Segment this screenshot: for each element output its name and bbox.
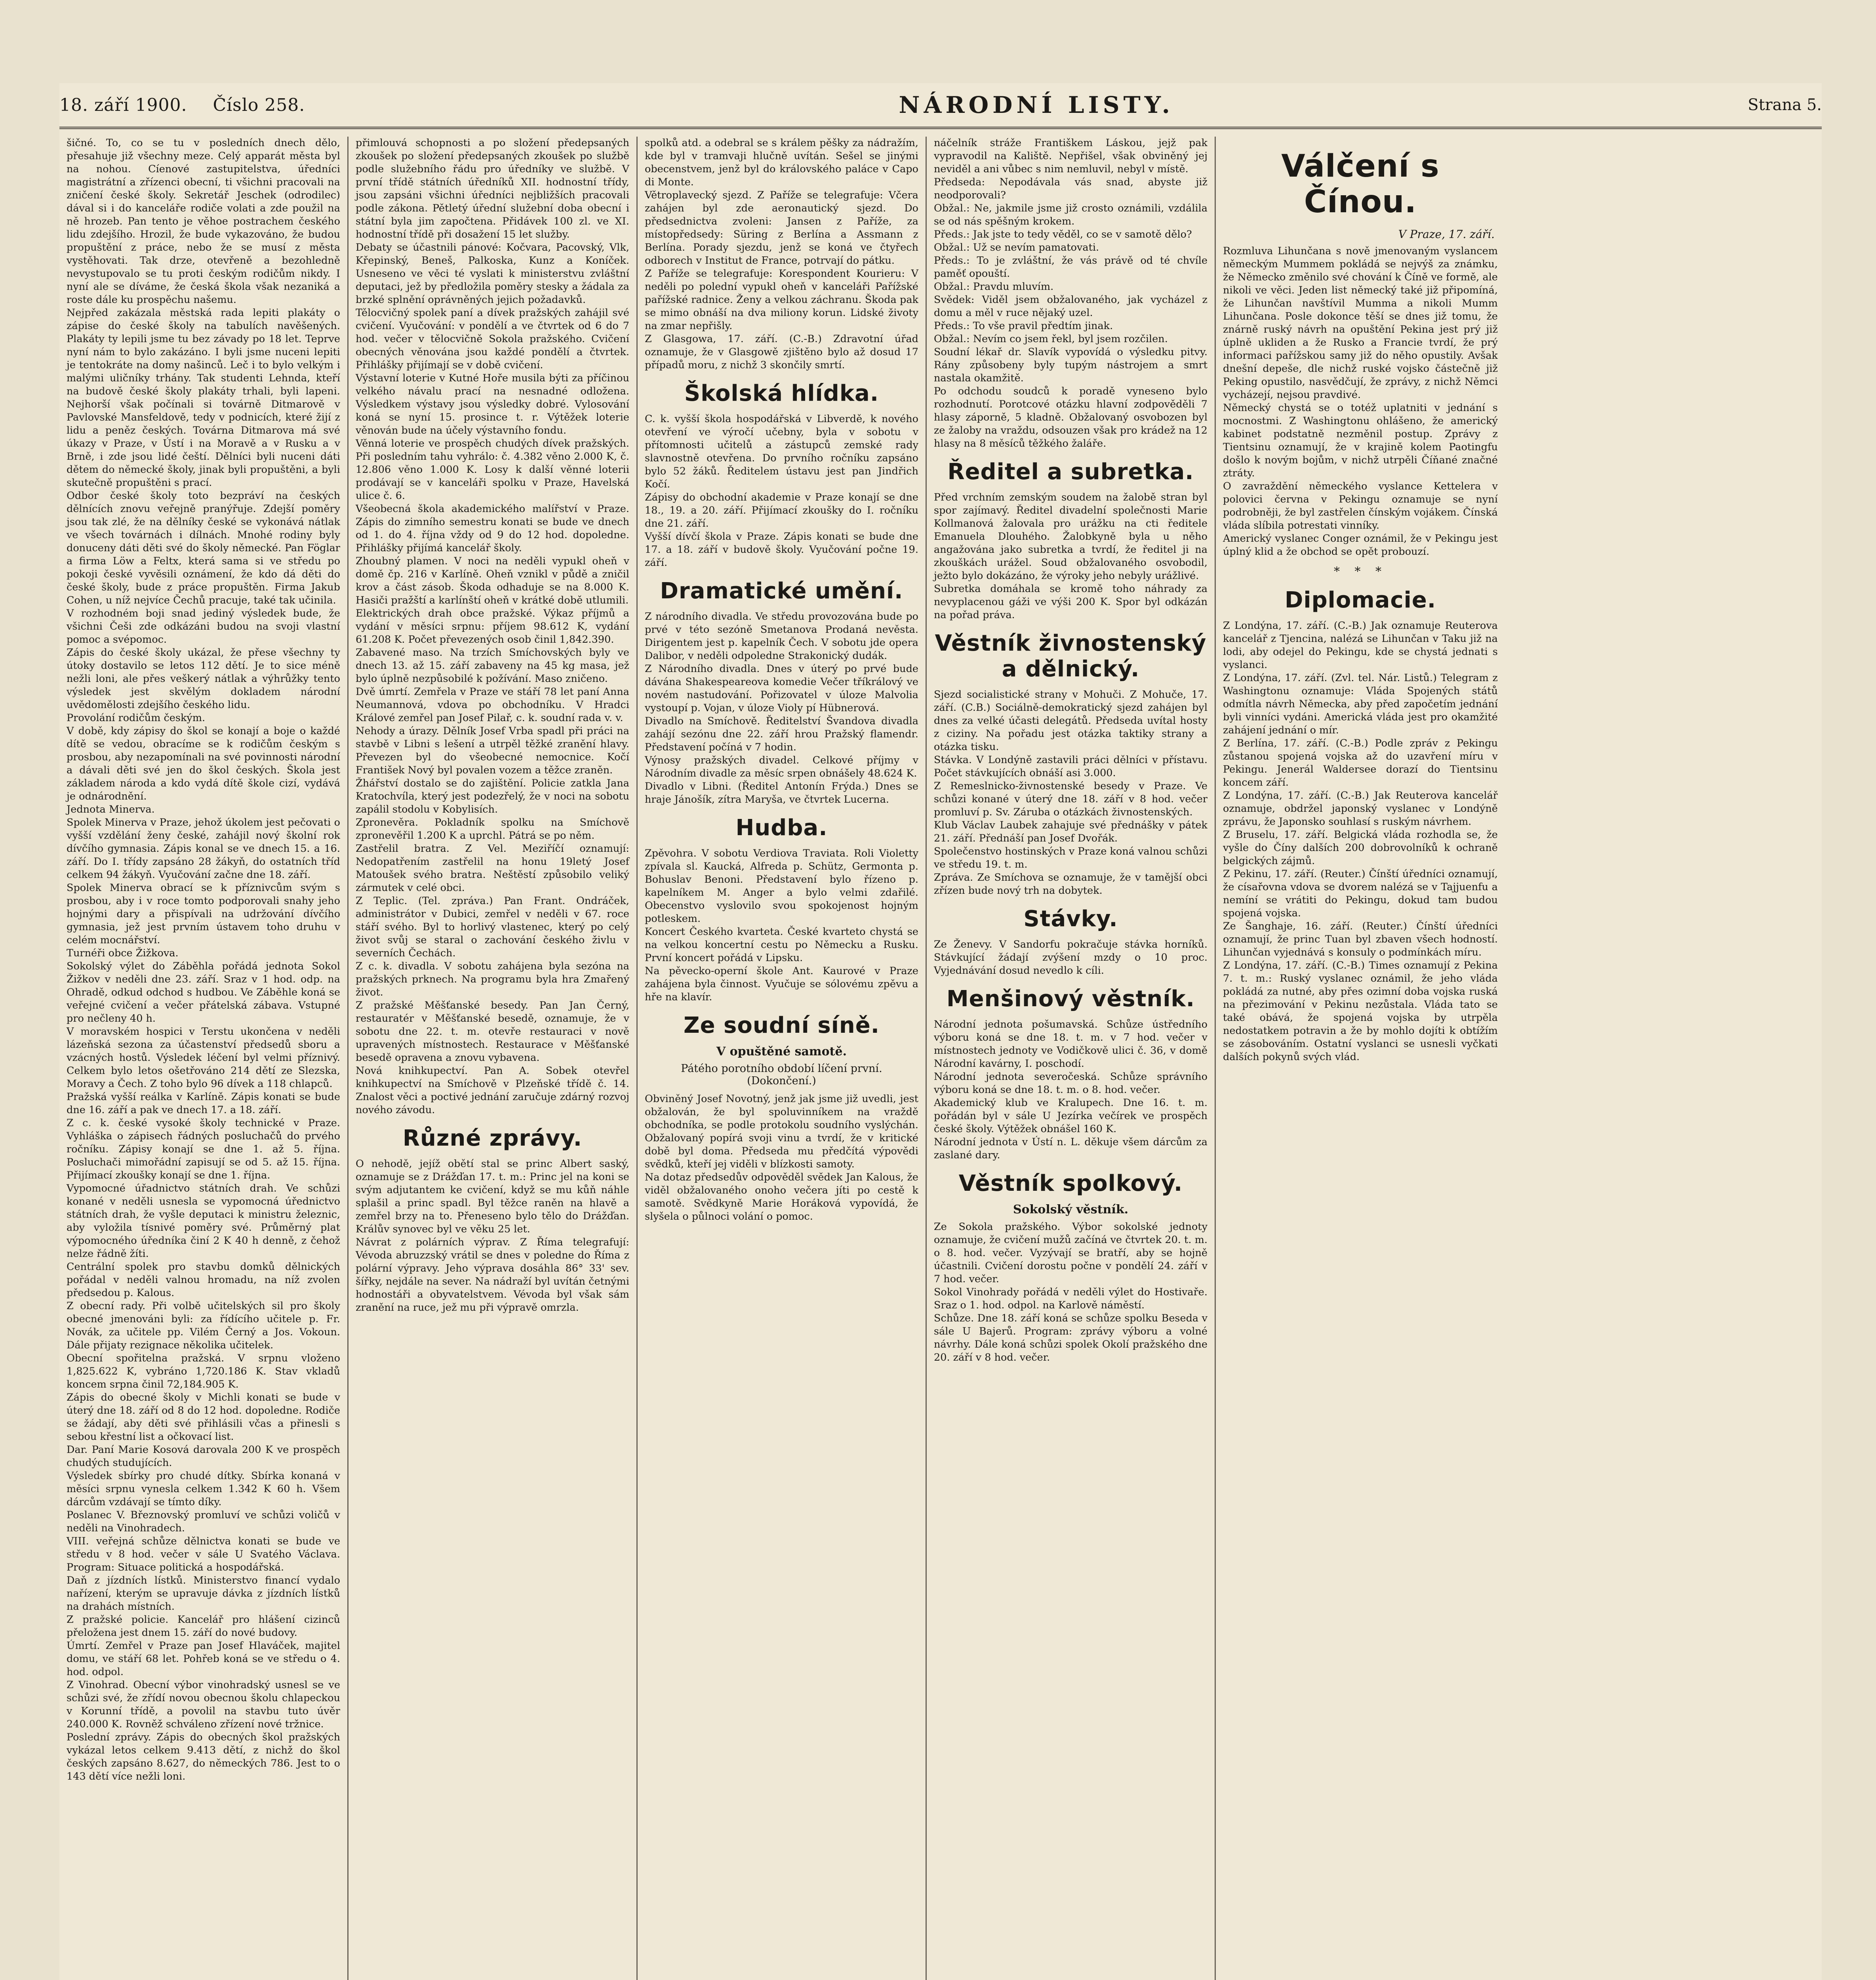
- issue-number: Číslo 258.: [213, 95, 305, 115]
- section-heading-spolkovy: Věstník spolkový.: [958, 1171, 1183, 1196]
- column-4: [927, 137, 1216, 1980]
- column-4-text: náčelník stráže Františkem Láskou, jejž pak vypravodil na Kaliště. Nepřišel, však obviněný jej neviděl a ani vůbec s nim nemluvil, nebyl v místě. Předseda: Nepodávala vás snad, abyste již neodporovali? Obžal.: Ne, jakmile jsme již crosto oznámili, vzdálila se od nás spěšným krokem. Předs.: Jak jste to tedy věděl, co se v samotě dělo? Obžal.: Už se nevím pamatovati. Předs.: To je zvláštní, že vás právě od té chvíle paměť opouští. Obžal.: Pravdu mluvím. Svědek: Viděl jsem obžalovaného, jak vycházel z domu a měl v ruce nějaký uzel. Předs.: To vše pravil předtím jinak. Obžal.: Nevím co jsem řekl, byl jsem rozčilen. Soudní lékař dr. Slavík vypovídá o výsledku pitvy. Rány způsobeny byly tupým nástrojem a smrt nastala okamžitě. Po odchodu soudců k poradě vyneseno bylo rozhodnutí. Porotcové otázku hlavní zodpověděli 7 hlasy záporně, 5 kladně. Obžalovaný osvobozen byl ze žaloby na vraždu, odsouzen však pro krádež na 12 hlasy na 8 měsíců těžkého žaláře.: [934, 137, 1207, 449]
- column-1-text: šičné. To, co se tu v posledních dnech dělo, přesahuje již všechny meze. Celý apparát města byl na nohou. Cíenové zastupitelstva, úředníci magistrátní a zřízenci obecní, ti všichni pracovali na zničení české školy. Sekretář Jeschek (odrodilec) dával si i do kanceláře rodiče volati a zde použil na ně hrozeb. Pan tento je věhoe postrachem českého lidu zdejšího. Hrozil, že bude vykazováno, že budou propuštění z práce, nebo že se musí z města vystěhovati. Tak drze, otevřeně a bezohledně nevystupovalo se tu proti českým rodičům nikdy. I nyní ale se díváme, že česká škola však nezaniká a roste dále ku prospěchu našemu. Nejpřed zakázala městská rada lepiti plakáty o zápise do české školy na tabulích navěšených. Plakáty ty lepili jsme tu bez závady po 18 let. Teprve nyní nám to bylo zakázáno. I byli jsme nuceni lepiti je tentokráte na domy našinců. Leč i to bylo velkým i malými uličníky trhány. Tak studenti Lehnda, kteří na budově české školy plakáty trhali, byli lapeni. Nejhorší však počínali si továrně Ditmarově v Pavlovské Mansfeldově, tedy v podnicích, které žijí z lidu a peněz českých. Továrna Ditmarova má své úkazy v Praze, v Ústí i na Moravě a v Rusku a v Brně, i zde jsou lidé čeští. Dělníci byli nuceni dáti dětem do německé školy, jinak byli propuštěni, a byli skutečně propuštěni s prací. Odbor české školy toto bezpráví na českých dělnících znovu veřejně pranýřuje. Zdejší poměry jsou tak zlé, že na dělníky české se vykonává nátlak ve všech továrnách i dílnách. Mnohé rodiny byly donuceny dáti děti své do školy německé. Pan Föglar a firma Löw a Feltx, která sama si ve středu po pokoji české vyvěsili oznámení, že kdo dá děti do české školy, bude z práce propuštěn. Firma Jakub Cohen, u níž nejvíce Čechů pracuje, také tak učinila. V rozhodném boji snad jediný výsledek bude, že všichni Češi zde odkázáni budou na svoji vlastní pomoc a svépomoc. Zápis do české školy ukázal, že přese všechny ty útoky dostavilo se letos 112 dětí. Je to sice méně nežli loni, ale přes veškerý nátlak a výhrůžky tento výsledek jest skvělým dokladem národní uvědomělosti zdejšího českého lidu. Provolání rodičům českým. V době, kdy zápisy do škol se konají a boje o každé dítě se vedou, obracíme se k rodičům českým s prosbou, aby nezapomínali na své povinnosti národní a dávali děti své jen do škol českých. Škola jest základem národa a kdo vydá dítě škole cizí, vydává je odnárodnění. Jednota Minerva. Spolek Minerva v Praze, jehož úkolem jest pečovati o vyšší vzdělání ženy české, zahájil nový školní rok dívčího gymnasia. Zápis konal se ve dnech 15. a 16. září. Do I. třídy zapsáno 28 žákyň, do ostatních tříd celkem 94 žákyň. Vyučování začne dne 18. září. Spolek Minerva obrací se k příznivcům svým s prosbou, aby i v roce tomto podporovali snahy jeho hojnými dary a přispívali na udržování dívčího gymnasia, jež jest prvním ústavem toho druhu v celém mocnářství. Turnéři obce Žižkova. Sokolský výlet do Záběhla pořádá jednota Sokol Žižkov v neděli dne 23. září. Sraz v 1 hod. odp. na Ohradě, odkud odchod s hudbou. Ve Záběhle koná se veřejné cvičení a večer přátelská zábava. Vstupné pro nečleny 40 h. V moravském hospici v Terstu ukončena v neděli lázeňská sezona za účastenství předsedů sboru a vzácných hostů. Výsledek léčení byl velmi příznivý. Celkem bylo letos ošetřováno 214 dětí ze Slezska, Moravy a Čech. Z toho bylo 96 dívek a 118 chlapců. Pražská vyšší reálka v Karlíně. Zápis konati se bude dne 16. září a pak ve dnech 17. a 18. září. Z c. k. české vysoké školy technické v Praze. Vyhláška o zápisech řádných posluchačů do prvého ročníku. Zápisy konají se dne 1. až 5. října. Posluchači mimořádní zapisují se od 5. až 15. října. Přijímací zkoušky konají se dne 1. října. Vypomocné úřadnictvo státních drah. Ve schůzi konané v neděli usnesla se vypomocná úřednictvo státních drah, že vyšle deputaci k ministru železnic, aby vyložila tísnivé poměry své. Průměrný plat výpomocného úředníka činí 2 K 40 h denně, z čehož nelze řádně žíti. Centrální spolek pro stavbu domků dělnických pořádal v neděli valnou hromadu, na níž zvolen předsedou p. Kalous. Z obecní rady. Při volbě učitelských sil pro školy obecné jmenováni byli: za řídícího učitele p. Fr. Novák, za učitele pp. Vilém Černý a Jos. Vokoun. Dále přijaty rezignace několika učitelek. Obecní spořitelna pražská. V srpnu vloženo 1,825.622 K, vybráno 1,720.186 K. Stav vkladů koncem srpna činil 72,184.905 K. Zápis do obecné školy v Michli konati se bude v úterý dne 18. září od 8 do 12 hod. dopoledne. Rodiče se žádají, aby děti své přihlásili včas a přinesli s sebou křestní list a očkovací list. Dar. Paní Marie Kosová darovala 200 K ve prospěch chudých studujících. Výsledek sbírky pro chudé dítky. Sbírka konaná v měsíci srpnu vynesla celkem 1.342 K 60 h. Všem dárcům vzdávají se tímto díky. Poslanec V. Březnovský promluví ve schůzi voličů v neděli na Vinohradech. VIII. veřejná schůze dělnictva konati se bude ve středu v 8 hod. večer v sále U Svatého Václava. Program: Situace politická a hospodářská. Daň z jízdních lístků. Ministerstvo financí vydalo nařízení, kterým se upravuje dávka z jízdních lístků na drahách místních. Z pražské policie. Kancelář pro hlášení cizinců přeložena jest dnem 15. září do nové budovy. Úmrtí. Zemřel v Praze pan Josef Hlaváček, majitel domu, ve stáří 68 let. Pohřeb koná se ve středu o 4. hod. odpol. Z Vinohrad. Obecní výbor vinohradský usnesl se ve schůzi své, že zřídí novou obecnou školu chlapeckou v Korunní třídě, a povolil na stavbu tuto úvěr 240.000 K. Rovněž schváleno zřízení nové tržnice. Poslední zprávy. Zápis do obecných škol pražských vykázal letos celkem 9.413 dětí, z nichž do škol českých zapsáno 8.627, do německých 786. Jest to o 143 dětí více nežli loni.: [67, 137, 340, 1782]
- section-heading-hudba: Hudba.: [735, 815, 828, 841]
- issue-date: 18. září 1900.: [59, 95, 187, 115]
- section-text-soudni: Obviněný Josef Novotný, jenž jak jsme již uvedli, jest obžalován, že byl spoluvinníkem na vraždě obchodníka, se podle protokolu soudního vyslýchán. Obžalovaný popírá svoji vinu a tvrdí, že v kritické době byl doma. Předseda mu předčítá výpovědi svědků, kteří jej viděli v blízkosti samoty. Na dotaz předsedův odpověděl svědek Jan Kalous, že viděl obžalovaného onoho večera jíti po cestě k samotě. Svědkyně Marie Horáková vypovídá, že slyšela o půlnoci volání o pomoc.: [645, 1093, 918, 1222]
- section-text-diplomacie: Z Londýna, 17. září. (C.-B.) Jak oznamuje Reuterova kancelář z Tjencina, nalézá se Lihunčan v Taku již na lodi, aby odejel do Pekingu, kde se chystá jednati s vyslanci. Z Londýna, 17. září. (Zvl. tel. Nár. Listů.) Telegram z Washingtonu oznamuje: Vláda Spojených států odmítla návrh Německa, aby před započetím jednání byli vinníci vydáni. Americká vláda jest pro okamžité zahájení jednání o mír. Z Berlína, 17. září. (C.-B.) Podle zpráv z Pekingu zůstanou spojená vojska až do uzavření míru v Pekingu. Jenerál Waldersee dorazí do Tientsinu koncem září. Z Londýna, 17. září. (C.-B.) Jak Reuterova kancelář oznamuje, obdržel japonský vyslanec v Londýně zprávu, že Japonsko souhlasí s ruským návrhem. Z Bruselu, 17. září. Belgická vláda rozhodla se, že vyšle do Číny dalších 200 dobrovolníků k ochraně belgických zájmů. Z Pekinu, 17. září. (Reuter.) Čínští úředníci oznamují, že císařovna vdova se dvorem nalézá se v Tajjuenfu a nemíní se vrátiti do Pekingu, dokud tam budou spojená vojska. Ze Šanghaje, 16. září. (Reuter.) Čínští úředníci oznamují, že princ Tuan byl zbaven všech hodností. Lihunčan vyjednává s konsuly o podmínkách míru. Z Londýna, 17. září. (C.-B.) Times oznamují z Pekina 7. t. m.: Ruský vyslanec oznámil, že jeho vláda pokládá za nutné, aby přes ozimní doba vojska ruská na přezimování v Pekinu nezůstala. Vláda tato se také obává, že spojená vojska by utrpěla nedostatkem potravin a že by mohlo dojíti k obtížím se zásobováním. Ostatní vyslanci se usnesli vyčkati dalších pokynů svých vlád.: [1223, 620, 1498, 1063]
- court-subheading-2: Pátého porotního období líčení první. (Dokončení.): [681, 1062, 882, 1087]
- section-heading-stavky: Stávky.: [1023, 906, 1118, 932]
- page-number: Strana 5.: [1748, 96, 1822, 114]
- section-text-dramaticke: Z národního divadla. Ve středu provozována bude po prvé v této sezóně Smetanova Prodaná nevěsta. Dirigentem jest p. kapelník Čech. V sobotu jde opera Dalibor, v neděli odpoledne Strakonický dudák. Z Národního divadla. Dnes v úterý po prvé bude dávána Shakespeareova komedie Večer tříkrálový ve novém nastudování. Pořizovatel v úloze Malvolia vystoupí p. Vojan, v úloze Violy pí Hübnerová. Divadlo na Smíchově. Ředitelství Švandova divadla zahájí sezónu dne 22. září hrou Pražský flamendr. Představení počíná v 7 hodin. Výnosy pražských divadel. Celkové příjmy v Národním divadle za měsíc srpen obnášely 48.624 K. Divadlo v Libni. (Ředitel Antonín Frýda.) Dnes se hraje Jánošík, zítra Maryša, ve čtvrtek Lucerna.: [645, 611, 918, 805]
- section-heading-mensinovy: Menšinový věstník.: [946, 986, 1195, 1012]
- section-heading-reditel: Ředitel a subretka.: [947, 459, 1194, 485]
- section-heading-skolska: Školská hlídka.: [684, 381, 879, 406]
- column-2: [349, 137, 638, 1980]
- column-3: [638, 137, 927, 1980]
- section-heading-soudni: Ze soudní síně.: [683, 1013, 880, 1038]
- section-text-valceni: Rozmluva Lihunčana s nově jmenovaným vyslancem německým Mummem pokládá se nejvýš za známku, že Německo změnilo své chování k Číně ve formě, ale nikoli ve věci. Jeden list německý také již připomíná, že Lihunčan navštívil Mumma a nikoli Mumm Lihunčana. Posle dokonce těší se dnes již tomu, že znárně ruský návrh na opuštění Pekina jest prý již úplně ukliden a že Rusko a Francie tvrdí, že prý informaci pařížskou samy již do něho opustily. Avšak dnešní depeše, dle nichž ruské vojsko částečně již Peking opustilo, nasvědčují, že zprávy, z nichž Němci vycházejí, nejsou pravdivé. Německý chystá se o totéž uplatniti v jednání s mocnostmi. Z Washingtonu ohlášeno, že americký kabinet podstatně nezměnil postup. Zprávy z Tientsinu oznamují, že v krajině kolem Paotingfu došlo k novým bojům, v nichž utrpěli Číňané značné ztráty. O zavraždění německého vyslance Kettelera v polovici června v Pekingu oznamuje se nyní podrobněji, že byl zastřelen čínským vojákem. Čínská vláda slíbila potrestati vinníky. Americký vyslanec Conger oznámil, že v Pekingu jest úplný klid a že obchod se opět probouzí.: [1223, 245, 1498, 558]
- section-text-zivnostensky: Sjezd socialistické strany v Mohuči. Z Mohuče, 17. září. (C.B.) Sociálně-demokratický sjezd zahájen byl dnes za velké účasti delegátů. Předseda uvítal hosty z ciziny. Na pořadu jest otázka taktiky strany a otázka tisku. Stávka. V Londýně zastavili práci dělníci v přístavu. Počet stávkujících obnáší asi 3.000. Z Remeslnicko-živnostenské besedy v Praze. Ve schůzi konané v úterý dne 18. září v 8 hod. večer promluví p. Sv. Záruba o otázkách živnostenských. Klub Václav Laubek zahajuje své přednášky v pátek 21. září. Přednáší pan Josef Dvořák. Společenstvo hostinských v Praze koná valnou schůzi ve středu 19. t. m. Zpráva. Ze Smíchova se oznamuje, že v tamější obci zřízen bude nový trh na dobytek.: [934, 689, 1207, 897]
- spolky-subheading: Sokolský věstník.: [1013, 1203, 1129, 1217]
- page-header: [59, 83, 1822, 129]
- section-text-spolkovy: Ze Sokola pražského. Výbor sokolské jednoty oznamuje, že cvičení mužů začíná ve čtvrtek 20. t. m. o 8. hod. večer. Vyzývají se bratří, aby se hojně účastnili. Cvičení dorostu počne v pondělí 24. září v 7 hod. večer. Sokol Vinohrady pořádá v neděli výlet do Hostivaře. Sraz o 1. hod. odpol. na Karlově náměstí. Schůze. Dne 18. září koná se schůze spolku Beseda v sále U Bajerů. Program: zprávy výboru a volné návrhy. Dále koná schůzi spolek Okolí pražského dne 20. září v 8 hod. večer.: [934, 1221, 1207, 1363]
- section-text-hudba: Zpěvohra. V sobotu Verdiova Traviata. Roli Violetty zpívala sl. Kaucká, Alfreda p. Schütz, Germonta p. Bohuslav Benoni. Představení bylo řízeno p. kapelníkem M. Anger a bylo velmi zdařilé. Obecenstvo vyslovilo svou spokojenost hojným potleskem. Koncert Českého kvarteta. České kvarteto chystá se na velkou koncertní cestu po Německu a Rusku. První koncert pořádá v Lipsku. Na pěvecko-operní škole Ant. Kaurové v Praze zahájena byla činnost. Vyučuje se sólovému zpěvu a hře na klavír.: [645, 847, 918, 1003]
- column-2-text: přimlouvá schopnosti a po složení předepsaných zkoušek po složení předepsaných zkoušek po službě podle služebního řádu pro úředníky ve službě. V první třídě státních úředníků XII. hodnostní třídy, jsou zapsáni všichni úředníci nejbližších pracovali podle zákona. Pětletý úřední služební doba obecní i státní byla jim započtena. Přidávek 100 zl. ve XI. hodnostní třídě při dosažení 15 let služby. Debaty se účastnili pánové: Kočvara, Pacovský, Vlk, Křepinský, Beneš, Palkoska, Kunz a Koníček. Usneseno ve věci té vyslati k ministerstvu zvláštní deputaci, jež by předložila poměry stesky a žádala za brzké splnění oprávněných jejich požadavků. Tělocvičný spolek paní a dívek pražských zahájil své cvičení. Vyučování: v pondělí a ve čtvrtek od 6 do 7 hod. večer v tělocvičně Sokola pražského. Cvičení obecných věnována jsou každé pondělí a čtvrtek. Přihlášky přijímají se v době cvičení. Výstavní loterie v Kutné Hoře musila býti za příčinou velkého návalu prací na nesnadné odložena. Výsledkem výstavy jsou výsledky dobré. Vylosování koná se nyní 15. prosince t. r. Výtěžek loterie věnován bude na účely výstavního fondu. Věnná loterie ve prospěch chudých dívek pražských. Při posledním tahu vyhrálo: č. 4.382 věno 2.000 K, č. 12.806 věno 1.000 K. Losy k další věnné loterii prodávají se v kanceláři spolku v Praze, Havelská ulice č. 6. Všeobecná škola akademického malířství v Praze. Zápis do zimního semestru konati se bude ve dnech od 1. do 4. října vždy od 9 do 12 hod. dopoledne. Přihlášky přijímá kancelář školy. Zhoubný plamen. V noci na neděli vypukl oheň v domě čp. 216 v Karlíně. Oheň vznikl v půdě a zničil krov a část zásob. Škoda odhaduje se na 8.000 K. Hasiči pražští a karlínští oheň v krátké době utlumili. Elektrických drah obce pražské. Výkaz příjmů a vydání v měsíci srpnu: příjem 98.612 K, vydání 61.208 K. Počet převezených osob činil 1,842.390. Zabavené maso. Na trzích Smíchovských byly ve dnech 13. až 15. září zabaveny na 45 kg masa, jež bylo úplně nezpůsobilé k požívání. Maso zničeno. Dvě úmrtí. Zemřela v Praze ve stáří 78 let paní Anna Neumannová, vdova po obchodníku. V Hradci Králové zemřel pan Josef Pilař, c. k. soudní rada v. v. Nehody a úrazy. Dělník Josef Vrba spadl při práci na stavbě v Libni s lešení a utrpěl těžké zranění hlavy. Převezen byl do všeobecné nemocnice. Kočí František Nový byl povalen vozem a těžce zraněn. Žhářství dostalo se do zajištění. Policie zatkla Jana Kratochvíla, který jest podezřelý, že v noci na sobotu zapálil stodolu v Kobylisích. Zpronevěra. Pokladník spolku na Smíchově zpronevěřil 1.200 K a uprchl. Pátrá se po něm. Zastřelil bratra. Z Vel. Meziříčí oznamují: Nedopatřením zastřelil na honu 19letý Josef Matoušek svého bratra. Neštěstí způsobilo veliký zármutek v celé obci. Z Teplic. (Tel. zpráva.) Pan Frant. Ondráček, administrátor v Dubici, zemřel v neděli v 67. roce stáří svého. Byl to horlivý vlastenec, který po celý život svůj se staral o zachování českého živlu v severních Čechách. Z c. k. divadla. V sobotu zahájena byla sezóna na pražských prknech. Na programu byla hra Zmařený život. Z pražské Měšťanské besedy. Pan Jan Černý, restauratér v Měšťanské besedě, oznamuje, že v sobotu dne 22. t. m. otevře restauraci v nově upravených místnostech. Restaurace v Měšťanské besedě opravena a znovu vybavena. Nová knihkupectví. Pan A. Sobek otevřel knihkupectví na Smíchově v Plzeňské třídě č. 14. Znalost věci a poctivé jednání zaručuje zdárný rozvoj nového závodu.: [356, 137, 629, 1116]
- column-5: [1216, 137, 1505, 1980]
- newspaper-page: [59, 83, 1822, 1980]
- section-heading-dramaticke: Dramatické umění.: [660, 578, 903, 604]
- column-3-text: spolků atd. a odebral se s králem pěšky za nádražím, kde byl v tramvaji hlučně uvítán. Sešel se jinými obecenstvem, jenž byl do královského paláce v Capo di Monte. Větroplavecký sjezd. Z Paříže se telegrafuje: Včera zahájen byl zde aeronautický sjezd. Do předsednictva zvoleni: Jansen z Paříže, za místopředsedy: Süring z Berlína a Assmann z Berlína. Porady sjezdu, jenž se koná ve čtyřech odborech v Institut de France, potrvají do pátku. Z Paříže se telegrafuje: Korespondent Kourieru: V neděli po polední vypukl oheň v kanceláři Pařížské pařížské radnice. Ženy a velkou záchranu. Škoda pak se mimo obnáší na dva miliony korun. Lidské životy na zmar nepřišly. Z Glasgowa, 17. září. (C.-B.) Zdravotní úřad oznamuje, že v Glasgowě zjištěno bylo až dosud 17 případů moru, z nichž 3 skončily smrtí.: [645, 137, 918, 371]
- section-text-ruzne: O nehodě, jejíž obětí stal se princ Albert saský, oznamuje se z Drážďan 17. t. m.: Princ jel na koni se svým adjutantem ke cvičení, když se mu kůň náhle splašil a princ spadl. Byl těžce raněn na hlavě a zemřel brzy na to. Přeneseno bylo tělo do Drážďan. Králův synovec byl ve věku 25 let. Návrat z polárních výprav. Z Říma telegrafují: Vévoda abruzzský vrátil se dnes v poledne do Říma z polární výpravy. Jeho výprava dosáhla 86° 33' sev. šířky, nejdále na sever. Na nádraží byl uvítán četnými hodnostáři a obyvatelstvem. Vévoda byl však sám zranění na ruce, jež mu při výpravě omrzla.: [356, 1158, 629, 1314]
- section-text-mensinovy: Národní jednota pošumavská. Schůze ústředního výboru koná se dne 18. t. m. v 7 hod. večer v místnostech jednoty ve Vodičkově ulici č. 36, v domě Národní kavárny, I. poschodí. Národní jednota severočeská. Schůze správního výboru koná se dne 18. t. m. o 8. hod. večer. Akademický klub ve Kralupech. Dne 16. t. m. pořádán byl v sále U Jezírka večírek ve prospěch české školy. Výtěžek obnášel 160 K. Národní jednota v Ústí n. L. děkuje všem dárcům za zaslané dary.: [934, 1019, 1207, 1161]
- section-text-stavky: Ze Ženevy. V Sandorfu pokračuje stávka horníků. Stávkující žádají zvýšení mzdy o 10 proc. Vyjednávání dosud nevedlo k cíli.: [934, 939, 1207, 977]
- section-heading-ruzne: Různé zprávy.: [402, 1125, 583, 1151]
- section-text-skolska: C. k. vyšší škola hospodářská v Libverdě, k nového otevření ve výročí učebny, byla v sobotu v přítomnosti učitelů a zástupců zemské rady slavnostně otevřena. Do prvního ročníku zapsáno bylo 52 žáků. Ředitelem ústavu jest pan Jindřich Kočí. Zápisy do obchodní akademie v Praze konají se dne 18., 19. a 20. září. Přijímací zkoušky do I. ročníku dne 21. září. Vyšší dívčí škola v Praze. Zápis konati se bude dne 17. a 18. září v budově školy. Vyučování počne 19. září.: [645, 413, 918, 569]
- court-subheading: V opuštěné samotě.: [716, 1045, 847, 1059]
- masthead-title: NÁRODNÍ LISTY.: [899, 91, 1174, 118]
- section-heading-diplomacie: Diplomacie.: [1284, 587, 1436, 613]
- section-text-reditel: Před vrchním zemským soudem na žalobě stran byl spor zajímavý. Ředitel divadelní společnosti Marie Kollmanová žalovala pro urážku na cti ředitele Emanuela Dlouhého. Žalobkyně byla u něho angažována jako subretka a tvrdí, že ředitel ji na zkouškách urážel. Soud obžalovaného osvobodil, ježto bylo dokázáno, že výroky jeho nebyly urážlivé. Subretka domáhala se kromě toho náhrady za nevyplacenou gáži ve výši 200 K. Spor byl odkázán na pořad práva.: [934, 491, 1207, 621]
- section-heading-zivnostensky: Věstník živnostenský a dělnický.: [935, 630, 1207, 682]
- article-columns: [59, 137, 1822, 1980]
- section-heading-valceni: Válčení s Čínou.: [1281, 148, 1440, 220]
- section-divider: * * *: [1333, 565, 1387, 579]
- column-1: [59, 137, 349, 1980]
- header-left: [59, 95, 325, 115]
- war-dateline: V Praze, 17. září.: [1398, 228, 1495, 241]
